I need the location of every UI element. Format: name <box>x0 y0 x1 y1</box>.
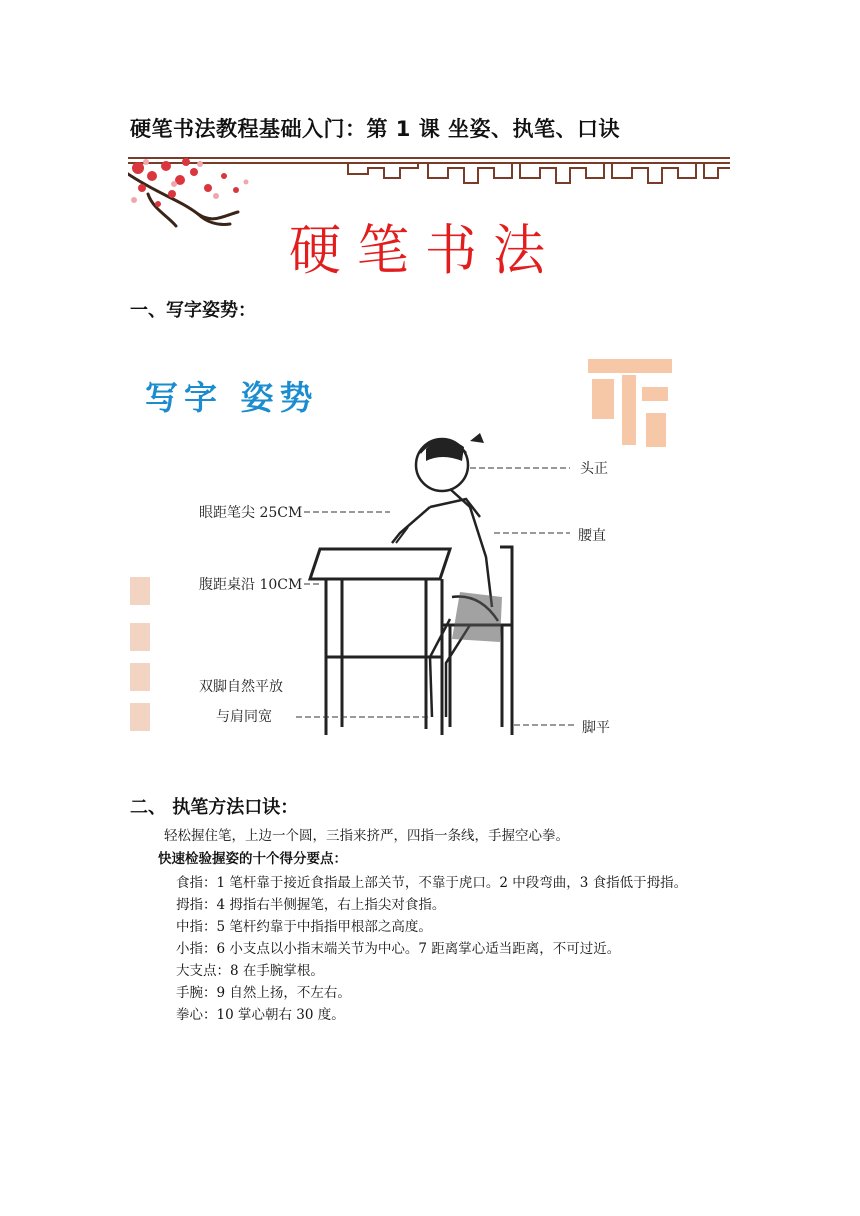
document-title: 硬笔书法教程基础入门：第 1 课 坐姿、执笔、口诀 <box>130 117 621 141</box>
check-points-heading: 快速检验握姿的十个得分要点： <box>158 851 347 867</box>
label-belly-distance: 腹距桌沿 10CM <box>199 577 303 593</box>
label-feet-line1: 双脚自然平放 <box>199 679 283 695</box>
list-item: 拇指：4 拇指右半侧握笔，右上指尖对食指。 <box>176 897 446 913</box>
pen-holding-rhyme: 轻松握住笔，上边一个圆，三指来挤严，四指一条线，手握空心拳。 <box>164 828 569 844</box>
label-feet-line2: 与肩同宽 <box>216 709 272 725</box>
label-head: 头正 <box>580 461 608 477</box>
label-eye-distance: 眼距笔尖 25CM <box>199 505 303 521</box>
check-points-list <box>176 872 687 1026</box>
label-waist: 腰直 <box>578 528 606 544</box>
label-feet: 脚平 <box>582 720 610 736</box>
section2-heading: 二、 执笔方法口诀： <box>130 797 299 818</box>
list-item: 中指：5 笔杆约靠于中指指甲根部之高度。 <box>176 919 432 935</box>
figure-title: 写字 姿势 <box>145 378 319 417</box>
banner-heading: 硬笔书法 <box>288 219 561 283</box>
section1-heading: 一、写字姿势： <box>130 300 256 321</box>
list-item: 手腕：9 自然上扬，不左右。 <box>176 985 351 1001</box>
list-item: 食指：1 笔杆靠于接近食指最上部关节，不靠于虎口。2 中段弯曲，3 食指低于拇指。 <box>176 875 688 891</box>
list-item: 大支点：8 在手腕掌根。 <box>176 963 324 979</box>
list-item: 小指：6 小支点以小指末端关节为中心。7 距离掌心适当距离，不可过近。 <box>176 941 621 957</box>
list-item: 拳心：10 掌心朝右 30 度。 <box>176 1007 345 1023</box>
